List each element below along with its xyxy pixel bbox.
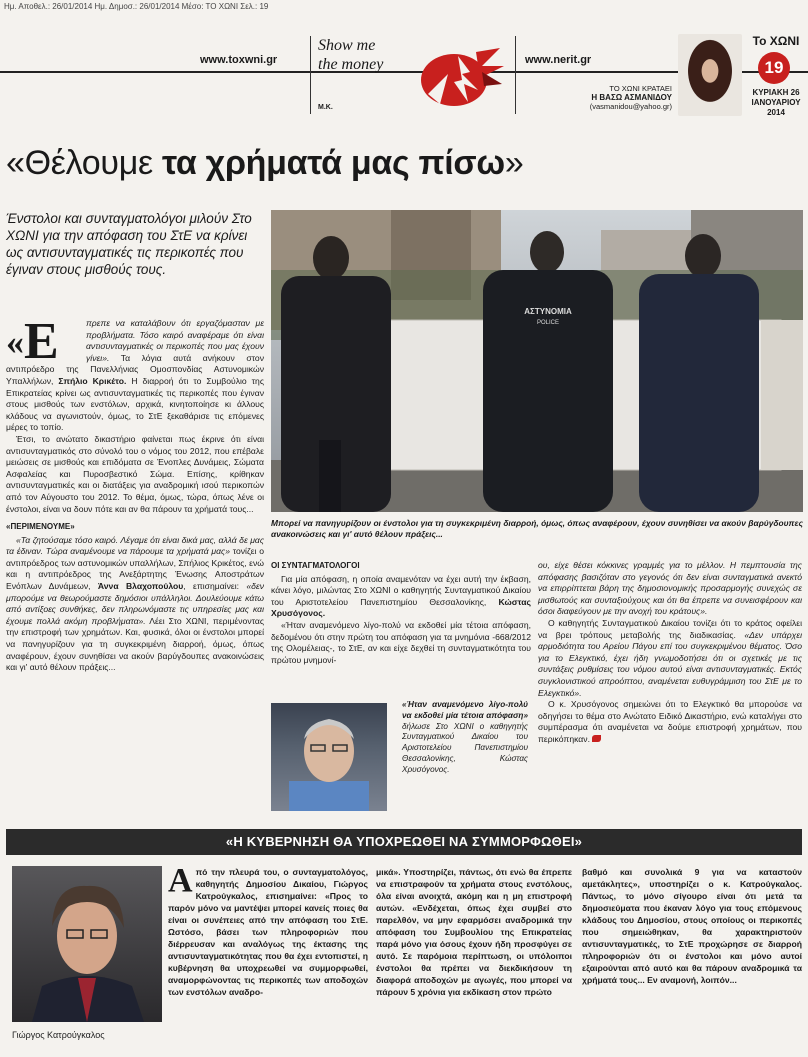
- drop-cap-quote: «: [6, 322, 24, 362]
- text-run: Ο κ. Χρυσόγονος σημειώνει ότι το Ελεγκτικό θα μπορούσε να οδηγήσει το θέμα στο Ανώτατο Ειδικό Δικαστήριο, ενώ καταλήγει στο συμπέρασμα ότι αναμένεται να δούμε επιστροφή χρημάτων, που περικόπηκαν.: [538, 699, 802, 744]
- inset-caption: [402, 700, 528, 776]
- editor-name: Η ΒΑΣΩ ΑΣΜΑΝΙΔΟΥ: [591, 93, 672, 102]
- column-title-line-2: the money: [318, 56, 384, 73]
- clipping-meta: Ημ. Αποθελ.: 26/01/2014 Ημ. Δημοσ.: 26/01/2014 Μέσο: ΤΟ ΧΩΝΙ Σελ.: 19: [4, 2, 269, 11]
- editor-portrait: [678, 34, 742, 116]
- date-line-2: ΙΑΝΟΥΑΡΙΟΥ: [751, 98, 801, 107]
- publication-date: [746, 88, 806, 118]
- katrougalos-caption: Γιώργος Κατρούγκαλος: [12, 1030, 105, 1040]
- text-run: Τα λόγια αυτά ανήκουν στον αντιπρόεδρο της Πανελλήνιας Ομοσπονδίας Αστυνομικών Υπαλλήλων,: [6, 352, 264, 386]
- bottom-column-2: [376, 866, 572, 998]
- bottom-column-1: [168, 862, 368, 998]
- text-run: πό την πλευρά του, ο συνταγματολόγος, καθηγητής Δημοσίου Δικαίου, Γιώργος Κατρούγκαλος, επισημαίνει: «Προς το παρόν μόνο να μαντέψει μπορεί κανείς ποιες θα είναι οι συνέπειες από την απόφαση του ΣτΕ. Ωστόσο, βάσει των πληροφοριών που διέρρευσαν και αναλόγως της έκτασης της αντισυνταγματικότητας που θα έχει εντοπιστεί, η κυβέρνηση θα υποχρεωθεί να συμμορφωθεί, αναμορφώνοντας τις περικοπές των αποδοχών των ενστόλων αναδρο-: [168, 867, 368, 997]
- section-banner: «Η ΚΥΒΕΡΝΗΣΗ ΘΑ ΥΠΟΧΡΕΩΘΕΙ ΝΑ ΣΥΜΜΟΡΦΩΘΕΙ»: [6, 829, 802, 855]
- date-line-1: ΚΥΡΙΑΚΗ 26: [752, 88, 800, 97]
- person-name: Σπήλιο Κρικέτο.: [58, 375, 127, 386]
- author-initials: M.K.: [318, 104, 333, 111]
- text-run: τονίζει ο αντιπρόεδρος των αστυνομικών υπαλλήλων, Σπήλιος Κρικέτος, ενώ και η αντιπρόεδρος της Ανεξάρτητης Ένωσης Αποστράτων Ενόπλων Δυνάμεων,: [6, 546, 264, 592]
- katrougalos-photo: [12, 866, 162, 1022]
- text-run: Η διαρροή ότι το Συμβούλιο της Επικρατείας κρίνει ως αντισυνταγματικές τις περικοπές που έγιναν στους μισθούς των ενστόλων, αρχικά, κινητοποίησε κι άλλους κλάδους να αγωνιστούν, όμως, το ΣτΕ ξεκαθάρισε τις επόμενες μέρες το τοπίο.: [6, 375, 264, 433]
- section-subhead: ΟΙ ΣΥΝΤΑΓΜΑΤΟΛΟΓΟΙ: [271, 561, 360, 570]
- article-headline: [6, 144, 806, 183]
- drop-cap: [6, 313, 82, 370]
- headline-part-1: «Θέλουμε: [6, 144, 162, 182]
- bottom-column-3: [582, 866, 802, 986]
- column-title-line-1: Show me: [318, 37, 376, 54]
- paragraph: ου, είχε θέσει κόκκινες γραμμές για το μέλλον. Η πεμπτουσία της απόφασης βασιζόταν στο γεγονός ότι δεν είναι συνταγματικά ανεκτό να επιρρίπτεται βάρη της δημοσιονομικής προσαρμογής συνεχώς σε μισθωτούς και συνταξιούχους και ότι θα έπρεπε να συνεισφέρουν και όσοι διαφεύγουν με την ανοχή του κράτους».: [538, 560, 802, 617]
- vest-text-greek: ΑΣΤΥΝΟΜΙΑ: [524, 307, 572, 316]
- headline-part-2: τα χρήματά μας πίσω: [162, 144, 505, 182]
- article-column-2: [271, 560, 531, 666]
- text-run: Ο καθηγητής Συνταγματικού Δικαίου τονίζει ότι το κράτος οφείλει να βρει τρόπους μεταβολής της διαδικασίας.: [538, 617, 802, 640]
- person-name: Κώστας Χρυσόγονος.: [271, 596, 531, 619]
- person-name: Άννα Βλαχοπούλου: [97, 581, 184, 592]
- paragraph: [538, 618, 802, 699]
- inset-quote: «Ήταν αναμενόμενο λίγο-πολύ να εκδοθεί μία τέτοια απόφαση»: [402, 700, 528, 720]
- text-run: Λέει Στο ΧΩΝΙ, περιμένοντας την επιστροφή των χρημάτων. Και, φυσικά, όλοι οι ένστολοι μπορεί να πανηγυρίζουν για τη συγκεκριμένη διαρροή, όμως, όπως αναφέρουν, έχουν συνηθίσει να ακούν βαρύγδουπες ανακοινώσεις και γι' αυτό θέλουν πράξεις...: [6, 615, 265, 673]
- paragraph: [6, 535, 264, 674]
- paragraph: βαθμό και συνολικά 9 για να καταστούν αμετάκλητες», υποστηρίζει ο κ. Κατρούγκαλος. Πάντως, το μόνο σίγουρο είναι ότι μετά τα δημοσιεύματα που έκαναν λόγο για τους επόμενους κλάδους του Δημοσίου, στους οποίους οι περικοπές που σημειώθηκαν, θα χαρακτηριστούν αντισυνταγματικές, το ΣτΕ προχώρησε σε διαρροή πληροφοριών ότι οι ένστολοι και μόνο αυτοί εξαιρούνται από αυτό και θα πάρουν αναδρομικά τα χρήματά τους... Εν αναμονή, λοιπόν...: [582, 867, 802, 985]
- text-run: , επισημαίνει:: [183, 581, 247, 592]
- header-divider: [515, 36, 516, 114]
- quote: «δεν μπορούμε να θεωρούμαστε δημόσιοι υπάλληλοι. Δουλεύουμε κάτω από αντίξοες συνθήκες, δεν πληρωνόμαστε τις υπηρεσίες μας και έχουμε πολλά ακόμη προβλήματα».: [6, 581, 264, 626]
- site-link-right[interactable]: www.nerit.gr: [525, 54, 592, 66]
- inset-portrait-photo: [271, 703, 387, 811]
- paragraph: Έτσι, το ανώτατο δικαστήριο φαίνεται πως έκρινε ότι είναι αντισυνταγματικός στο σύνολό του ο νόμος του 2012, που επέβαλε μειώσεις σε μισθούς και επιδόματα σε Ένοπλες Δυνάμεις, Σώματα Ασφαλείας και Πυροσβεστικό Σώμα. Επίσης, κρίθηκαν αντισυνταγματικές και οι διατάξεις για αναδρομική ισού περικοπών από τον Αύγουστο του 2012. Το θέμα, όμως, τώρα, όπως λένε οι ένστολοι, είναι να δουν πότε και αν θα πάρουν τα χρήματά τους...: [6, 433, 264, 514]
- headline-part-3: »: [504, 144, 524, 182]
- end-of-article-icon: [592, 735, 601, 742]
- paper-name: Το ΧΩΝΙ: [752, 34, 800, 48]
- paragraph: [6, 313, 264, 434]
- editor-email[interactable]: (vasmanidou@yahoo.gr): [589, 102, 672, 111]
- paragraph: [168, 862, 368, 998]
- protest-scene-illustration: [271, 210, 803, 512]
- section-subhead: «ΠΕΡΙΜΕΝΟΥΜΕ»: [6, 522, 75, 532]
- quote: «Τα ζητούσαμε τόσο καιρό. Λέγαμε ότι είναι δικά μας, αλλά δε μας τα έδιναν. Τώρα αναμένουμε να πάρουμε τα χρήματά μας»: [6, 534, 264, 557]
- header-divider: [310, 36, 311, 114]
- vest-text-english: POLICE: [536, 320, 560, 326]
- editor-label: ΤΟ ΧΩΝΙ ΚΡΑΤΑΕΙ: [609, 84, 672, 93]
- inset-text: δήλωσε Στο ΧΩΝΙ ο καθηγητής Συνταγματικού Δικαίου του Αριστοτελείου Πανεπιστημίου Θεσσαλονίκης, Κώστας Χρυσόγονος.: [402, 721, 528, 774]
- column-editor: [560, 84, 672, 111]
- article-column-3: [538, 560, 802, 746]
- date-line-3: 2014: [767, 108, 785, 117]
- quote: «Δεν υπάρχει αρμοδιότητα του Αρείου Πάγου επί του συγκεκριμένου θέματος. Όσο για το Ελεγκτικό, έχει ήδη γνωμοδοτήσει ότι οι σχετικές με τις συντάξεις ρυθμίσεις του νόμου αυτού είναι αντισυνταγματικές. Εκτός συγκλονιστικού απροόπτου, αναμένεται ευθυγράμμιση του ΣτΕ με το Ελεγκτικό».: [538, 629, 802, 698]
- opening-quote: πρεπε να καταλάβουν ότι εργαζόμασταν με προβλήματα. Τόσο καιρό αναφέραμε ότι είναι αντισυνταγματικές οι περικοπές που μας έχουν γίνει».: [86, 318, 264, 363]
- text-run: Για μία απόφαση, η οποία αναμενόταν να έχει αυτή την έκβαση, κάνει λόγο, μιλώντας Στο ΧΩΝΙ ο καθηγητής Συνταγματικού Δικαίου του Αριστοτελείου Πανεπιστημίου Θεσσαλονίκης,: [271, 573, 531, 607]
- article-lead: Ένστολοι και συνταγματολόγοι μιλούν Στο ΧΩΝΙ για την απόφαση του ΣτΕ να κρίνει ως αντισυνταγματικές τις περικοπές που έγιναν στους μισθούς τους.: [6, 211, 252, 277]
- page-number-badge: 19: [758, 52, 790, 84]
- column-title: [318, 36, 383, 74]
- photo-caption: Μπορεί να πανηγυρίζουν οι ένστολοι για τη συγκεκριμένη διαρροή, όμως, όπως αναφέρουν, έχουν συνηθίσει να ακούν βαρύγδουπες ανακοινώσεις και γι' αυτό θέλουν πράξεις...: [271, 518, 803, 539]
- paragraph: μικά». Υποστηρίζει, πάντως, ότι ενώ θα έπρεπε να επιστραφούν τα χρήματα στους ενστόλους, όλα είναι ανοιχτά, ακόμη και η μη επιστροφή αυτών. «Ενδέχεται, όπως έχει συμβεί στο παρελθόν, να μην εφαρμόσει αναδρομικά την απόφαση του Συμβουλίου της Επικρατείας παρά μόνο για όσους έχουν ήδη προσφύγει σε αυτό. Σε παρόμοια περίπτωση, οι υπόλοιποι ένστολοι θα πρέπει να διεκδικήσουν τη διαφορά αποδοχών με αγωγές, που μπορεί να πάρουν 5 χρόνια για εκδίκαση στον πρώτο: [376, 867, 572, 997]
- paragraph: [538, 699, 802, 745]
- paragraph: «Ήταν αναμενόμενο λίγο-πολύ να εκδοθεί μία τέτοια απόφαση, δεδομένου ότι στην πρώτη του απόφαση για τα μνημόνια -668/2012 της Ολομέλειας-, το ΣτΕ, αν και είχε δεχθεί τη συνταγματικότητα του πρώτου μνημονί-: [271, 619, 531, 665]
- main-photo: [271, 210, 803, 512]
- paragraph: [271, 574, 531, 620]
- column-logo-icon: [418, 44, 508, 114]
- article-column-1: [6, 313, 265, 674]
- site-link-left[interactable]: www.toxwni.gr: [200, 54, 278, 66]
- drop-cap: Α: [168, 862, 193, 899]
- drop-cap-letter: Ε: [24, 313, 59, 370]
